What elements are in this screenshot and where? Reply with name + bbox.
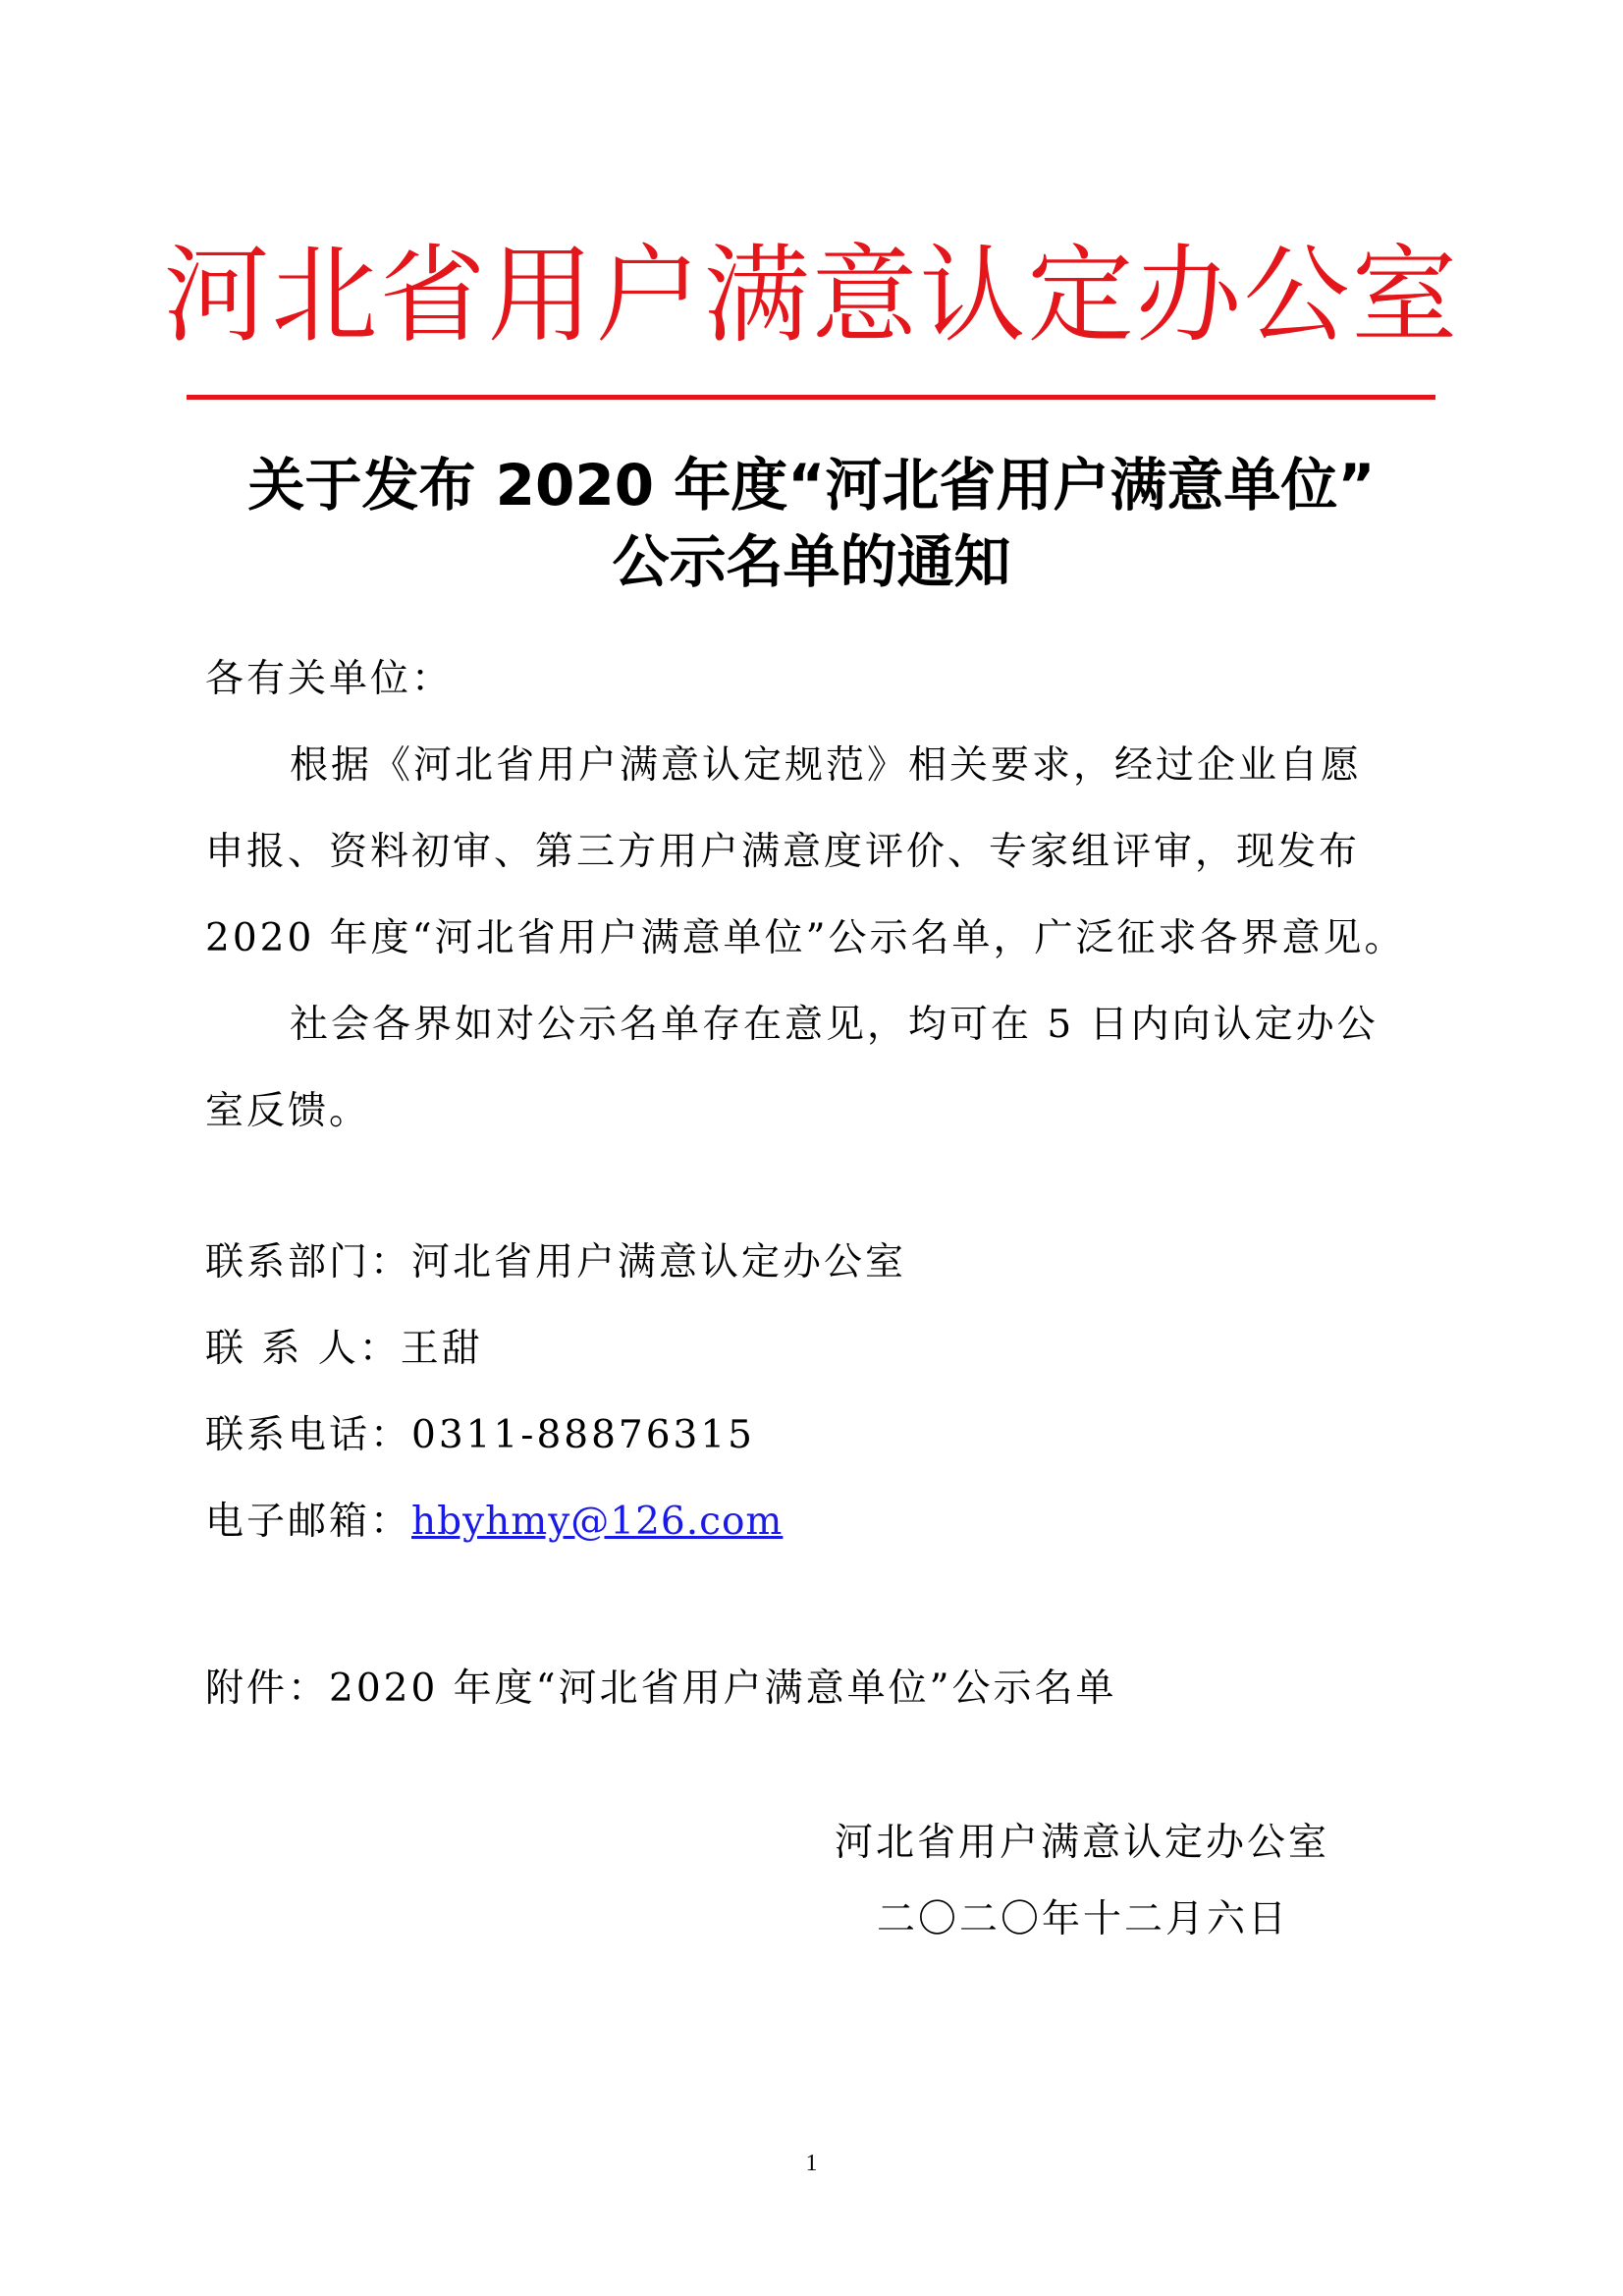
- salutation: 各有关单位：: [205, 657, 454, 701]
- contact-department-value: 河北省用户满意认定办公室: [411, 1240, 907, 1285]
- contact-department: [205, 1220, 906, 1306]
- contact-department-label: 联系部门：: [205, 1240, 412, 1285]
- contact-email-label: 电子邮箱：: [205, 1500, 412, 1544]
- document-title-line-1: 关于发布 2020 年度“河北省用户满意单位”: [247, 452, 1376, 519]
- issuer-header-title: 河北省用户满意认定办公室: [163, 235, 1460, 357]
- signature-org: 河北省用户满意认定办公室: [835, 1821, 1330, 1865]
- paragraph-2-line-2: 室反馈。: [205, 1089, 371, 1133]
- paragraph-1-line-2: 申报、资料初审、第三方用户满意度评价、专家组评审，现发布: [205, 830, 1361, 874]
- document-title-line-2: 公示名单的通知: [612, 528, 1011, 595]
- page-number: 1: [805, 2151, 818, 2176]
- contact-person-label: 联 系 人：: [205, 1327, 401, 1371]
- document-title: [0, 447, 1623, 600]
- header-red-rule: [187, 395, 1435, 400]
- signature-date: 二〇二〇年十二月六日: [877, 1897, 1290, 1941]
- paragraph-1-line-3: 2020 年度“河北省用户满意单位”公示名单，广泛征求各界意见。: [205, 916, 1406, 960]
- contact-phone: [205, 1393, 755, 1479]
- contact-phone-value: 0311-88876315: [411, 1413, 755, 1457]
- attachment-line: 附件：2020 年度“河北省用户满意单位”公示名单: [205, 1667, 1117, 1711]
- paragraph-1-line-1: 根据《河北省用户满意认定规范》相关要求，经过企业自愿: [290, 743, 1363, 788]
- contact-email: [205, 1479, 783, 1565]
- contact-phone-label: 联系电话：: [205, 1413, 412, 1457]
- paragraph-2-line-1: 社会各界如对公示名单存在意见，均可在 5 日内向认定办公: [290, 1003, 1379, 1047]
- document-body: [205, 636, 1433, 1155]
- contact-email-link[interactable]: hbyhmy@126.com: [411, 1500, 784, 1544]
- contact-person-value: 王甜: [400, 1327, 483, 1371]
- contact-person: [205, 1306, 483, 1393]
